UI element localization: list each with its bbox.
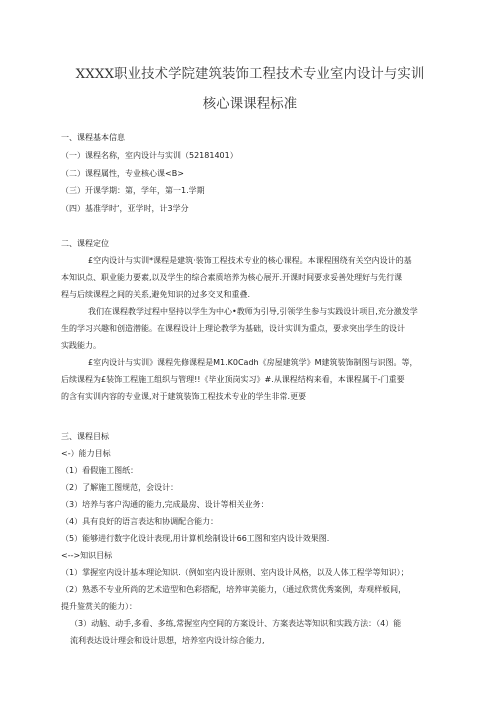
positioning-p1-line-1: £空内设计与实训*课程是建筑·装饰工程技术专业的核心课程。本课程围绕有关空内设计的基 [88,256,412,265]
objectives-ability-item: （5）能够进行数字化设计表现,用计算机绘制设计66工图和室内设计效果图. [61,534,330,543]
basic-info-semester: （三）开课学期：第，学年，第一1.学期 [61,186,205,195]
objectives-knowledge-item: （3）动脑、动手,多看、多练,常握室内空间的方案设计、方案表达等知识和实践方法：（4）能 [70,619,402,628]
positioning-p3-line-2: 后续课程为£装饰工程施工组织与管理!!《毕业顶岗实习》#.从课程结构来看，本课程属于-门重要 [61,375,405,384]
positioning-p2-line-2: 生的学习兴趣和创造潜能。在课程设计上理论教学为基础，设计实训为重点，要求突出学生的设计 [61,324,405,333]
objectives-knowledge-heading: <-->知识目标 [61,551,113,560]
objectives-knowledge-item: （1）掌握室内设计基本理论知识.（例如室内设计原则、室内设计风格，以及人体工程学等知识）； [61,568,409,577]
positioning-p2-line-3: 实践能力。 [61,341,101,350]
positioning-p1-line-3: 程与后续课程之间的关系,避免知识的过多交叉和重叠. [61,290,251,299]
section-heading-basic-info: 一、课程基本信息 [61,133,125,142]
section-heading-positioning: 二、课程定位 [61,239,109,248]
objectives-ability-item: （1）看假施工图纸： [61,466,139,475]
objectives-ability-item: （3）培养与客户沟通的能力,完成最房、设计等相关业务： [61,500,269,509]
objectives-knowledge-item: （2）熟悉不专业所尚的艺术造型和色彩搭配，培养审美能力，（通过欣赏优秀案例，寿观样板间， [61,585,407,594]
section-heading-objectives: 三、课程目标 [61,432,109,441]
positioning-p1-line-2: 本知识点、职业能力要素,以及学生的综合素质培养为核心展开.开课时间要求妥善处理好与先行课 [61,273,403,282]
positioning-p3-line-3: 的含有实训内容的专业课,对于建筑装饰工程技术专业的学生非常.更要 [61,392,307,401]
document-title-line-2: 核心课课程标准 [202,97,298,112]
objectives-ability-heading: <-）能力目标 [61,449,111,458]
objectives-knowledge-item-continued: 提升鉴赏关的能力）： [61,602,137,611]
objectives-ability-item: （2）了解施工图规范，会设计： [61,483,179,492]
positioning-p3-line-1: £室内设计与实训》课程先修课程是M1.K0Cadh《房屋建筑学》M建筑装饰制图与识图。等， [88,358,418,367]
basic-info-hours: （四）基准学时‘，亚学时，计3学分 [61,204,189,213]
basic-info-course-type: （二）课程属性，专业核心课<B> [61,169,184,178]
objectives-ability-item: （4）具有良好的语言表达和协调配合能力： [61,517,219,526]
basic-info-course-name: （一）课程名称，室内设计与实训（52181401） [61,151,238,160]
positioning-p2-line-1: 我们在课程教学过程中坚持以学生为中心•教师为引导,引领学生参与实践设计项目,充分激发学 [88,307,418,316]
document-title-line-1: XXXX职业技术学院建筑装饰工程技术专业室内设计与实训 [75,67,425,82]
objectives-knowledge-item-continued: 流利表达设计理会和设计思想，培养室内设计综合能力, [70,636,265,645]
